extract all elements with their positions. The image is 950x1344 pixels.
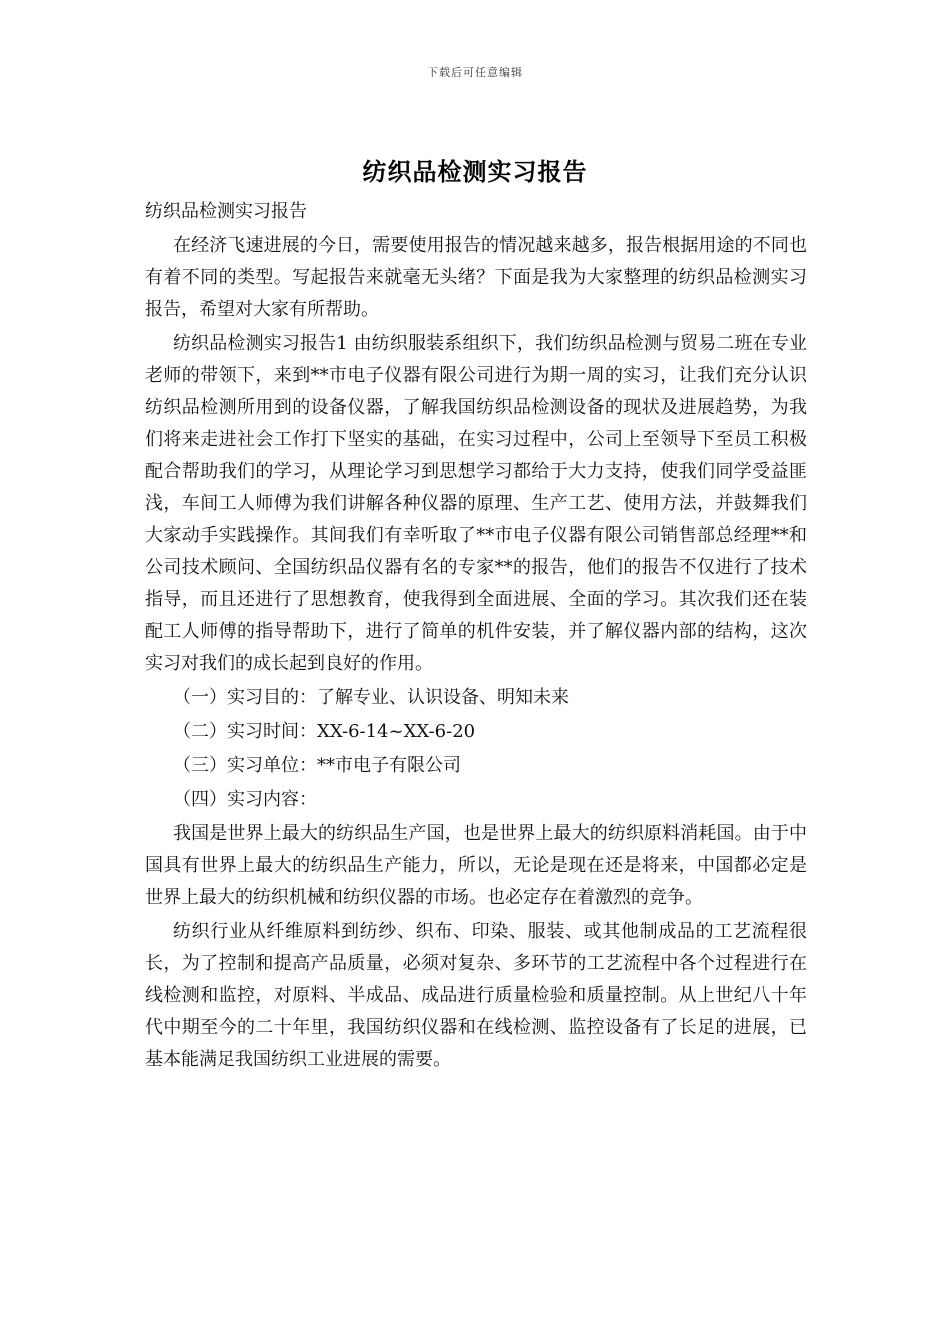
paragraph-time: （二）实习时间：XX-6-14~XX-6-20 bbox=[173, 721, 476, 742]
paragraph-intro: 在经济飞速进展的今日，需要使用报告的情况越来越多，报告根据用途的不同也有着不同的类型。写起报告来就毫无头绪？下面是我为大家整理的纺织品检测实习报告，希望对大家有所帮助。 bbox=[145, 235, 807, 320]
paragraph-unit: （三）实习单位：**市电子有限公司 bbox=[173, 755, 461, 776]
paragraph-report-1: 纺织品检测实习报告1 由纺织服装系组织下，我们纺织品检测与贸易二班在专业老师的带领下，来到**市电子仪器有限公司进行为期一周的实习，让我们充分认识纺织品检测所用到的设备仪器，了解我国纺织品检测设备的现状及进展趋势，为我们将来走进社会工作打下坚实的基础，在实习过程中，公司上至领导下至员工积极配合帮助我们的学习，从理论学习到思想学习都给于大力支持，使我们同学受益匪浅，车间工人师傅为我们讲解各种仪器的原理、生产工艺、使用方法，并鼓舞我们大家动手实践操作。其间我们有幸听取了**市电子仪器有限公司销售部总经理**和公司技术顾问、全国纺织品仪器有名的专家**的报告，他们的报告不仅进行了技术指导，而且还进行了思想教育，使我得到全面进展、全面的学习。其次我们还在装配工人师傅的指导帮助下，进行了简单的机件安装，并了解仪器内部的结构，这次实习对我们的成长起到良好的作用。 bbox=[145, 333, 807, 674]
header-note: 下载后可任意编辑 bbox=[427, 66, 523, 79]
paragraph-purpose: （一）实习目的：了解专业、认识设备、明知未来 bbox=[173, 687, 569, 708]
paragraph-content-heading: （四）实习内容： bbox=[173, 789, 317, 810]
paragraph-industry-process: 纺织行业从纤维原料到纺纱、织布、印染、服装、或其他制成品的工艺流程很长，为了控制和提高产品质量，必须对复杂、多环节的工艺流程中各个过程进行在线检测和监控，对原料、半成品、成品进行质量检验和质量控制。从上世纪八十年代中期至今的二十年里，我国纺织仪器和在线检测、监控设备有了长足的进展，已基本能满足我国纺织工业进展的需要。 bbox=[145, 921, 807, 1070]
document-title: 纺织品检测实习报告 bbox=[362, 158, 588, 186]
paragraph-china-market: 我国是世界上最大的纺织品生产国，也是世界上最大的纺织原料消耗国。由于中国具有世界上最大的纺织品生产能力，所以，无论是现在还是将来，中国都必定是世界上最大的纺织机械和纺织仪器的市场。也必定存在着激烈的竞争。 bbox=[145, 823, 807, 908]
paragraph-subtitle: 纺织品检测实习报告 bbox=[145, 201, 307, 222]
document-body bbox=[145, 196, 807, 1078]
